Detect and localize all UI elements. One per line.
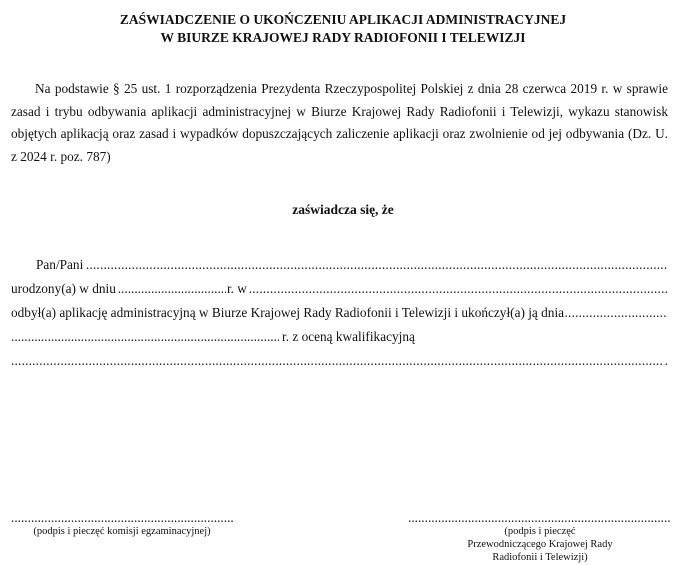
exam-commission-signature-caption: (podpis i pieczęć komisji egzaminacyjnej) bbox=[33, 526, 211, 537]
born-year-label: r. w bbox=[226, 281, 247, 296]
completion-line bbox=[11, 304, 668, 322]
chairman-signature-caption bbox=[440, 525, 640, 564]
certify-heading: zaświadcza się, że bbox=[292, 202, 394, 217]
end-mark: . bbox=[664, 353, 668, 368]
chairman-caption-line1: (podpis i pieczęć bbox=[504, 526, 576, 537]
grade-line bbox=[11, 328, 668, 346]
name-label: Pan/Pani bbox=[36, 257, 84, 272]
born-label: urodzony(a) w dniu bbox=[11, 281, 116, 296]
completion-date-blank bbox=[565, 304, 668, 322]
birth-date-blank bbox=[118, 280, 226, 298]
chairman-caption-line3: Radiofonii i Telewizji) bbox=[492, 552, 588, 563]
chairman-signature-blank bbox=[408, 510, 670, 526]
birth-place-blank bbox=[249, 280, 668, 298]
grade-label: r. z oceną kwalifikacyjną bbox=[282, 329, 415, 344]
completion-year-blank bbox=[11, 328, 279, 346]
legal-basis-paragraph: Na podstawie § 25 ust. 1 rozporządzenia Prezydenta Rzeczypospolitej Polskiej z dnia 28 czerwca 2019 r. w sprawie zasad i trybu odbywania aplikacji administracyjnej w Biurze Krajowej Rady Radiofonii i Telewizji, wykazu stanowisk objętych aplikacją oraz zasad i wypadków dopuszczających zaliczenie aplikacji oraz zwolnienie od jej odbywania (Dz. U. z 2024 r. poz. 787) bbox=[11, 81, 668, 164]
chairman-caption-line2: Przewodniczącego Krajowej Rady bbox=[467, 539, 613, 550]
completed-label: odbył(a) aplikację administracyjną w Biurze Krajowej Rady Radiofonii i Telewizji i ukończył(a) ją dnia bbox=[11, 305, 565, 320]
birth-line bbox=[11, 280, 668, 298]
grade-blank bbox=[11, 352, 662, 370]
name-line bbox=[36, 256, 668, 274]
grade-value-line bbox=[11, 352, 668, 370]
document-title-line2: W BIURZE KRAJOWEJ RADY RADIOFONII I TELEWIZJI bbox=[160, 30, 526, 45]
name-blank bbox=[86, 256, 668, 274]
document-title-line1: ZAŚWIADCZENIE O UKOŃCZENIU APLIKACJI ADMINISTRACYJNEJ bbox=[119, 12, 567, 27]
exam-commission-signature-blank bbox=[11, 510, 233, 526]
